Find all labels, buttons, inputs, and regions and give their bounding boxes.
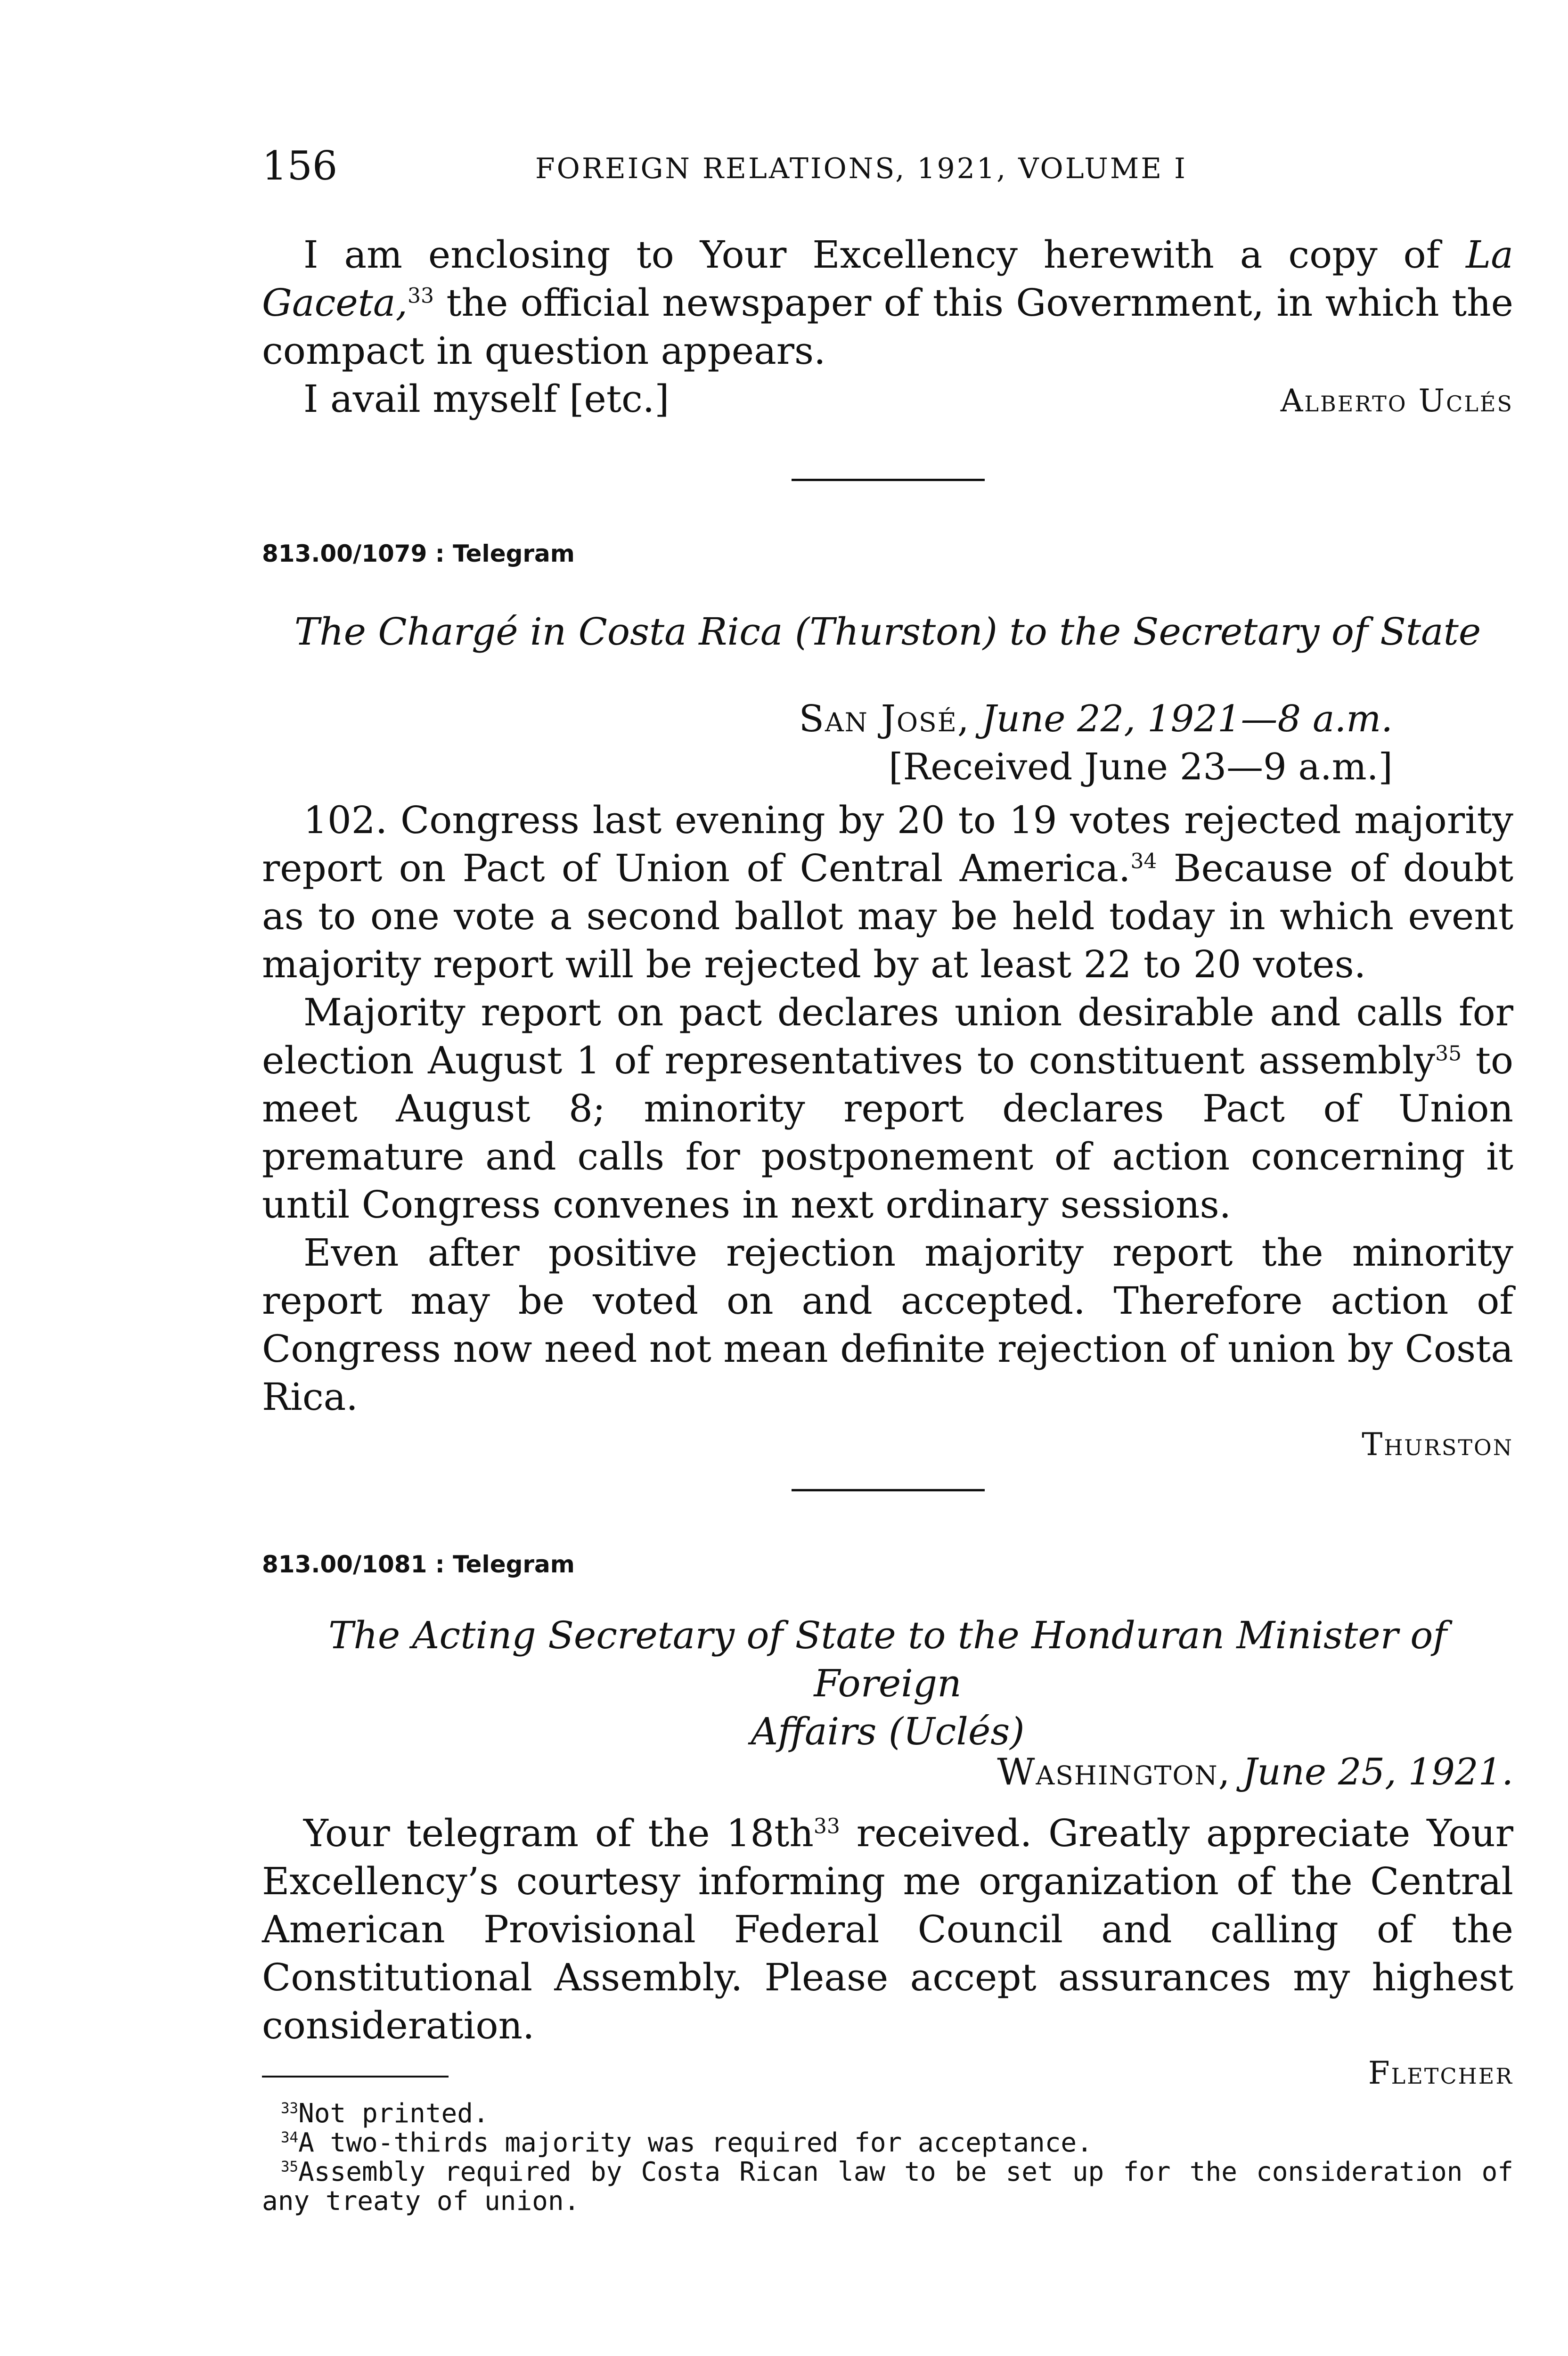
footnote: $^{33}$Not printed. <box>281 2098 489 2129</box>
dateline: San José, June 22, 1921—8 a.m. <box>799 698 1393 740</box>
paragraph: Your telegram of the $18th^{33}$ received. Greatly appreciate Your Excellency’s courtesy informing me organization of the Central American Provisional Federal Council and calling of the Constitutional Assembly. Please accept assurances my highest consideration. <box>262 1811 1513 2047</box>
letter-ucles-ending <box>262 231 1513 423</box>
section-divider <box>792 479 985 481</box>
document-title-line-1: The Acting Secretary of State to the Honduran Minister of Foreign <box>328 1613 1447 1705</box>
section-divider <box>792 1489 985 1491</box>
paragraph: I am enclosing to Your Excellency herewith a copy of La Gaceta,$^{33}$ the official newspaper of this Government, in which the compact in question appears. <box>262 233 1513 373</box>
closing-line: I avail myself [etc.] Alberto Uclés <box>262 375 1513 423</box>
telegram-body <box>262 796 1513 1468</box>
file-reference: 813.00/1081 : Telegram <box>262 1551 575 1578</box>
paragraph: Majority report on pact declares union desirable and calls for election August 1 of representatives to constituent assembly$^{35}$ to meet August 8; minority report declares Pact of Union premature and calls for postponement of action concerning it until Congress convenes in next ordinary sessions. <box>262 990 1514 1227</box>
footnote-ref: 34 <box>1130 849 1157 874</box>
telegram-body <box>262 1809 1513 2097</box>
dateline: Washington, June 25, 1921. <box>997 1751 1513 1793</box>
dateline-block <box>262 695 1393 791</box>
file-reference: 813.00/1079 : Telegram <box>262 540 575 567</box>
document-heading <box>262 608 1513 656</box>
footnote-ref: 35 <box>1435 1041 1462 1066</box>
document-title: The Chargé in Costa Rica (Thurston) to the Secretary of State <box>294 610 1481 654</box>
footnote: $^{35}$Assembly required by Costa Rican law to be set up for the consideration of any treaty of union. <box>262 2157 1513 2217</box>
dateline-block <box>262 1748 1513 1796</box>
footnote-ref: 33 <box>813 1814 840 1839</box>
document-heading <box>262 1612 1513 1756</box>
footnotes <box>262 2099 1513 2216</box>
signature-thurston: Thurston <box>1362 1426 1513 1463</box>
footnote-ref: 33 <box>408 284 434 308</box>
signature-fletcher: Fletcher <box>1368 2055 1513 2091</box>
running-head: FOREIGN RELATIONS, 1921, VOLUME I <box>535 152 1187 185</box>
paragraph: Even after positive rejection majority report the minority report may be voted on and accepted. Therefore action of Congress now need not mean definite rejection of union by Costa Rica. <box>262 1231 1513 1419</box>
paragraph: 102. Congress last evening by 20 to 19 votes rejected majority report on Pact of Union of Central America.$^{34}$ Because of doubt as to one vote a second ballot may be held today in which event majority report will be rejected by at least 22 to 20 votes. <box>262 798 1513 986</box>
signature-ucles: Alberto Uclés <box>1280 383 1513 419</box>
gazette-title: La Gaceta, <box>262 233 1513 325</box>
page-number: 156 <box>262 143 338 189</box>
footnote: $^{34}$A two-thirds majority was required for acceptance. <box>281 2127 1093 2158</box>
page-header <box>262 143 1513 198</box>
document-title-line-2: Affairs (Uclés) <box>751 1710 1025 1753</box>
received-line: [Received June 23—9 a.m.] <box>889 746 1393 788</box>
footnote-rule <box>262 2076 449 2078</box>
